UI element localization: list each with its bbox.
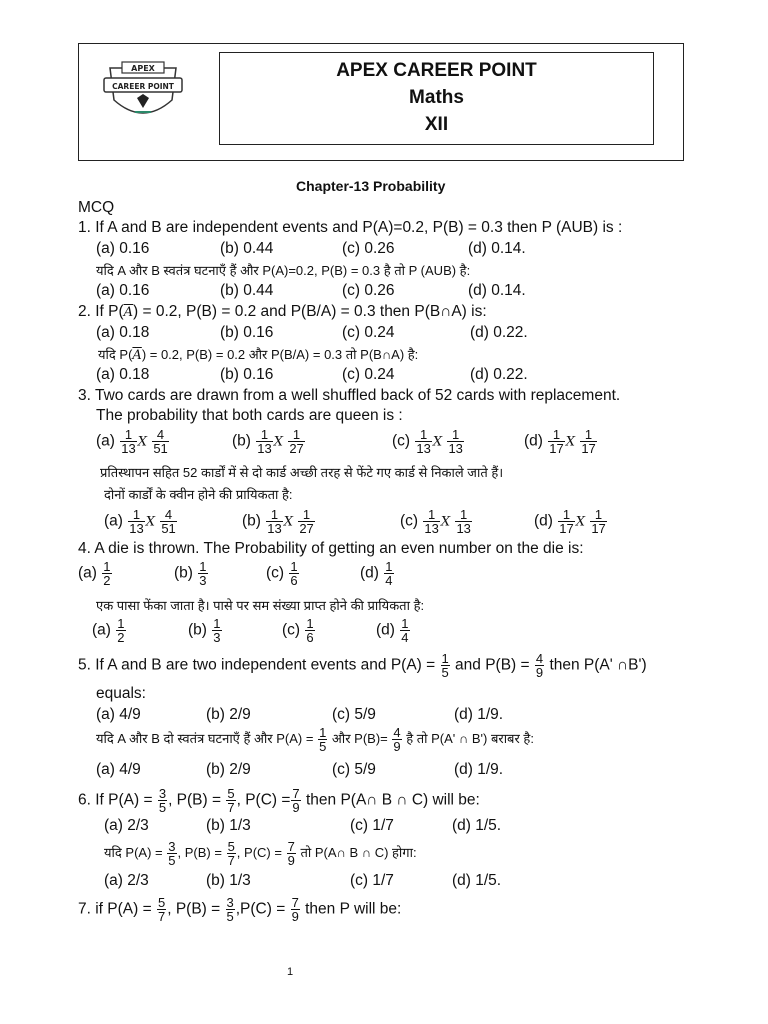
institute-name: APEX CAREER POINT: [336, 60, 537, 81]
q2-hi-option-b: (b) 0.16: [220, 366, 274, 383]
q2-hi-option-d: (d) 0.22.: [470, 366, 528, 383]
q2-stem: 2. If $P(\overline{A}) = 0.2$, P(B) = 0.2 and P(B/A) = 0.3 then P(B∩A) is:: [78, 303, 487, 320]
q4-hi-option-c: (c) $\frac{1}{6}$: [282, 616, 314, 645]
q5-option-c: (c) 5/9: [332, 706, 376, 723]
q5-hi-option-c: (c) 5/9: [332, 761, 376, 778]
q2-hindi: यदि $P(\overline{A}) = 0.2$, P(B) = 0.2 और P(B/A) = 0.3 तो P(B∩A) है:: [98, 347, 419, 363]
q5-option-b: (b) 2/9: [206, 706, 251, 723]
q3-option-b: (b) $\frac{1}{13}$ X $\frac{1}{27}$: [232, 427, 304, 456]
q4-hi-option-d: (d) $\frac{1}{4}$: [376, 616, 409, 645]
q6-hi-option-a: (a) 2/3: [104, 872, 149, 889]
q3-hi-option-c: (c) $\frac{1}{13}$ X $\frac{1}{13}$: [400, 507, 471, 536]
q1-hi-option-b: (b) 0.44: [220, 282, 274, 299]
q6-option-d: (d) 1/5.: [452, 817, 502, 834]
q1-hi-option-c: (c) 0.26: [342, 282, 395, 299]
q3-stem-line2: The probability that both cards are queen is :: [96, 407, 403, 424]
q5-stem-line2: equals:: [96, 685, 146, 702]
q1-stem: 1. If A and B are independent events and P(A)=0.2, P(B) = 0.3 then P (AUB) is :: [78, 219, 623, 236]
q3-hindi-line1: प्रतिस्थापन सहित 52 कार्डों में से दो कार्ड अच्छी तरह से फेंटे गए कार्ड से निकाले जाते हैं।: [100, 465, 504, 480]
q1-hindi: यदि A और B स्वतंत्र घटनाएँ हैं और P(A)=0.2, P(B) = 0.3 है तो P (AUB) है:: [96, 263, 471, 278]
q2-option-c: (c) 0.24: [342, 324, 395, 341]
q6-option-c: (c) 1/7: [350, 817, 394, 834]
q1-option-d: (d) 0.14.: [468, 240, 526, 257]
q5-option-a: (a) 4/9: [96, 706, 141, 723]
apex-logo: [102, 60, 184, 130]
page-number: 1: [287, 966, 294, 978]
q3-hi-option-d: (d) $\frac{1}{17}$ X $\frac{1}{17}$: [534, 507, 606, 536]
q6-hindi: यदि P(A) = $\frac{3}{5}$ , P(B) = $\frac{5}{7}$ , P(C) = $\frac{7}{9}$ तो P(A∩ B ∩ C) होगा:: [104, 839, 417, 868]
q5-hi-option-d: (d) 1/9.: [454, 761, 504, 778]
q1-option-a: (a) 0.16: [96, 240, 150, 257]
q4-option-a: (a) $\frac{1}{2}$: [78, 559, 111, 588]
q3-hi-option-a: (a) $\frac{1}{13}$ X $\frac{4}{51}$: [104, 507, 176, 536]
q3-stem-line1: 3. Two cards are drawn from a well shuffled back of 52 cards with replacement.: [78, 387, 621, 404]
q6-hi-option-c: (c) 1/7: [350, 872, 394, 889]
q5-hindi: यदि A और B दो स्वतंत्र घटनाएँ हैं और P(A) = $\frac{1}{5}$ और P(B)= $\frac{4}{9}$ है तो P(A' ∩ B') बराबर है:: [96, 725, 534, 754]
svg-text:CAREER POINT: CAREER POINT: [112, 82, 174, 91]
q5-option-d: (d) 1/9.: [454, 706, 504, 723]
title-box: [219, 52, 654, 145]
q2-option-b: (b) 0.16: [220, 324, 274, 341]
class-name: XII: [424, 114, 449, 135]
section-label: MCQ: [78, 199, 115, 216]
q4-hi-option-b: (b) $\frac{1}{3}$: [188, 616, 221, 645]
q6-option-b: (b) 1/3: [206, 817, 251, 834]
q4-option-b: (b) $\frac{1}{3}$: [174, 559, 207, 588]
q4-option-d: (d) $\frac{1}{4}$: [360, 559, 393, 588]
q3-option-a: (a) $\frac{1}{13}$ X $\frac{4}{51}$: [96, 427, 168, 456]
q3-hi-option-b: (b) $\frac{1}{13}$ X $\frac{1}{27}$: [242, 507, 314, 536]
subject-name: Maths: [409, 87, 464, 108]
q3-option-d: (d) $\frac{1}{17}$ X $\frac{1}{17}$: [524, 427, 596, 456]
q1-hi-option-a: (a) 0.16: [96, 282, 150, 299]
q3-option-c: (c) $\frac{1}{13}$ X $\frac{1}{13}$: [392, 427, 463, 456]
q2-option-a: (a) 0.18: [96, 324, 150, 341]
q4-hindi: एक पासा फेंका जाता है। पासे पर सम संख्या प्राप्त होने की प्रायिकता है:: [96, 598, 425, 613]
q5-hi-option-b: (b) 2/9: [206, 761, 251, 778]
q6-option-a: (a) 2/3: [104, 817, 149, 834]
q6-stem: 6. If P(A) = $\frac{3}{5}$ , P(B) = $\frac{5}{7}$ , P(C) = $\frac{7}{9}$ then P(A∩ B ∩ C) will be:: [78, 786, 480, 815]
chapter-title: Chapter-13 Probability: [296, 178, 446, 194]
q7-stem: 7. if P(A) = $\frac{5}{7}$ , P(B) = $\frac{3}{5}$ ,P(C) = $\frac{7}{9}$ then P will be:: [78, 895, 402, 924]
svg-text:APEX: APEX: [131, 64, 155, 73]
q1-option-c: (c) 0.26: [342, 240, 395, 257]
q2-hi-option-c: (c) 0.24: [342, 366, 395, 383]
q4-hi-option-a: (a) $\frac{1}{2}$: [92, 616, 125, 645]
q6-hi-option-d: (d) 1/5.: [452, 872, 502, 889]
q2-hi-option-a: (a) 0.18: [96, 366, 150, 383]
q4-stem: 4. A die is thrown. The Probability of getting an even number on the die is:: [78, 540, 584, 557]
q6-hi-option-b: (b) 1/3: [206, 872, 251, 889]
q5-hi-option-a: (a) 4/9: [96, 761, 141, 778]
q1-option-b: (b) 0.44: [220, 240, 274, 257]
q2-option-d: (d) 0.22.: [470, 324, 528, 341]
q4-option-c: (c) $\frac{1}{6}$: [266, 559, 298, 588]
q1-hi-option-d: (d) 0.14.: [468, 282, 526, 299]
q3-hindi-line2: दोनों कार्डों के क्वीन होने की प्रायिकता है:: [104, 487, 293, 502]
q5-stem: 5. If A and B are two independent events and P(A) = $\frac{1}{5}$ and P(B) = $\frac{4}{9}$ then P(A' ∩B'): [78, 651, 647, 680]
